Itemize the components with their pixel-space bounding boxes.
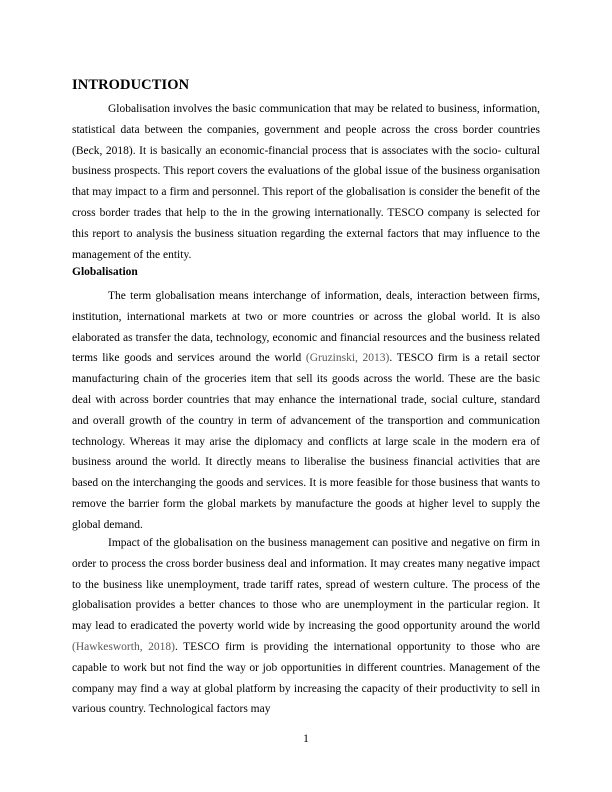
paragraph-text: The term globalisation means interchange of information, deals, interaction between firms, institution, international markets at two or more countries or across the global world. It is also elaborated as transfer the data, technology, economic and financial resources and the business related terms like goods and services around the world bbox=[72, 290, 540, 365]
citation: (Gruzinski, 2013) bbox=[305, 352, 390, 365]
subsection-heading: Globalisation bbox=[72, 266, 138, 278]
citation: (Hawkesworth, 2018) bbox=[72, 640, 175, 653]
paragraph-text: . TESCO firm is providing the international opportunity to those who are capable to work but not find the way or job opportunities in different countries. Management of the company may find a way at global platform by increasing the capacity of their productivity to sell in various country. Technological factors may bbox=[72, 640, 540, 716]
paragraph-text: Impact of the globalisation on the business management can positive and negative on firm in order to process the cross border business deal and information. It may creates many negative impact to the business like unemployment, trade tariff rates, spread of western culture. The process of the globalisation provides a better chances to those who are unemployment in the particular region. It may lead to eradicated the poverty world wide by increasing the good opportunity around the world bbox=[72, 537, 540, 633]
intro-text: Globalisation involves the basic communication that may be related to business, information, statistical data between the companies, government and people across the cross border countries (Beck, 2018). It is basically an economic-financial process that is associates with the socio- cultural business prospects. This report covers the evaluations of the global issue of the business organisation that may impact to a firm and personnel. This report of the globalisation is consider the benefit of the cross border trades that help to the in the growing internationally. TESCO company is selected for this report to analysis the business situation regarding the external factors that may influence to the management of the entity. bbox=[72, 103, 540, 261]
section-heading: INTRODUCTION bbox=[72, 77, 190, 93]
globalisation-paragraph bbox=[72, 286, 540, 536]
intro-paragraph bbox=[72, 99, 540, 265]
impact-paragraph bbox=[72, 533, 540, 720]
paragraph-text: . TESCO firm is a retail sector manufacturing chain of the groceries item that sell its goods across the world. These are the basic deal with across border countries that may enhance the international trade, social culture, standard and overall growth of the country in term of advancement of the transportion and communication technology. Whereas it may arise the diplomacy and conflicts at large scale in the modern era of business around the world. It directly means to liberalise the business financial activities that are based on the interchanging the goods and services. It is more feasible for those business that wants to remove the barrier form the global markets by manufacture the goods at higher level to supply the global demand. bbox=[72, 352, 540, 531]
page-number: 1 bbox=[303, 733, 309, 745]
